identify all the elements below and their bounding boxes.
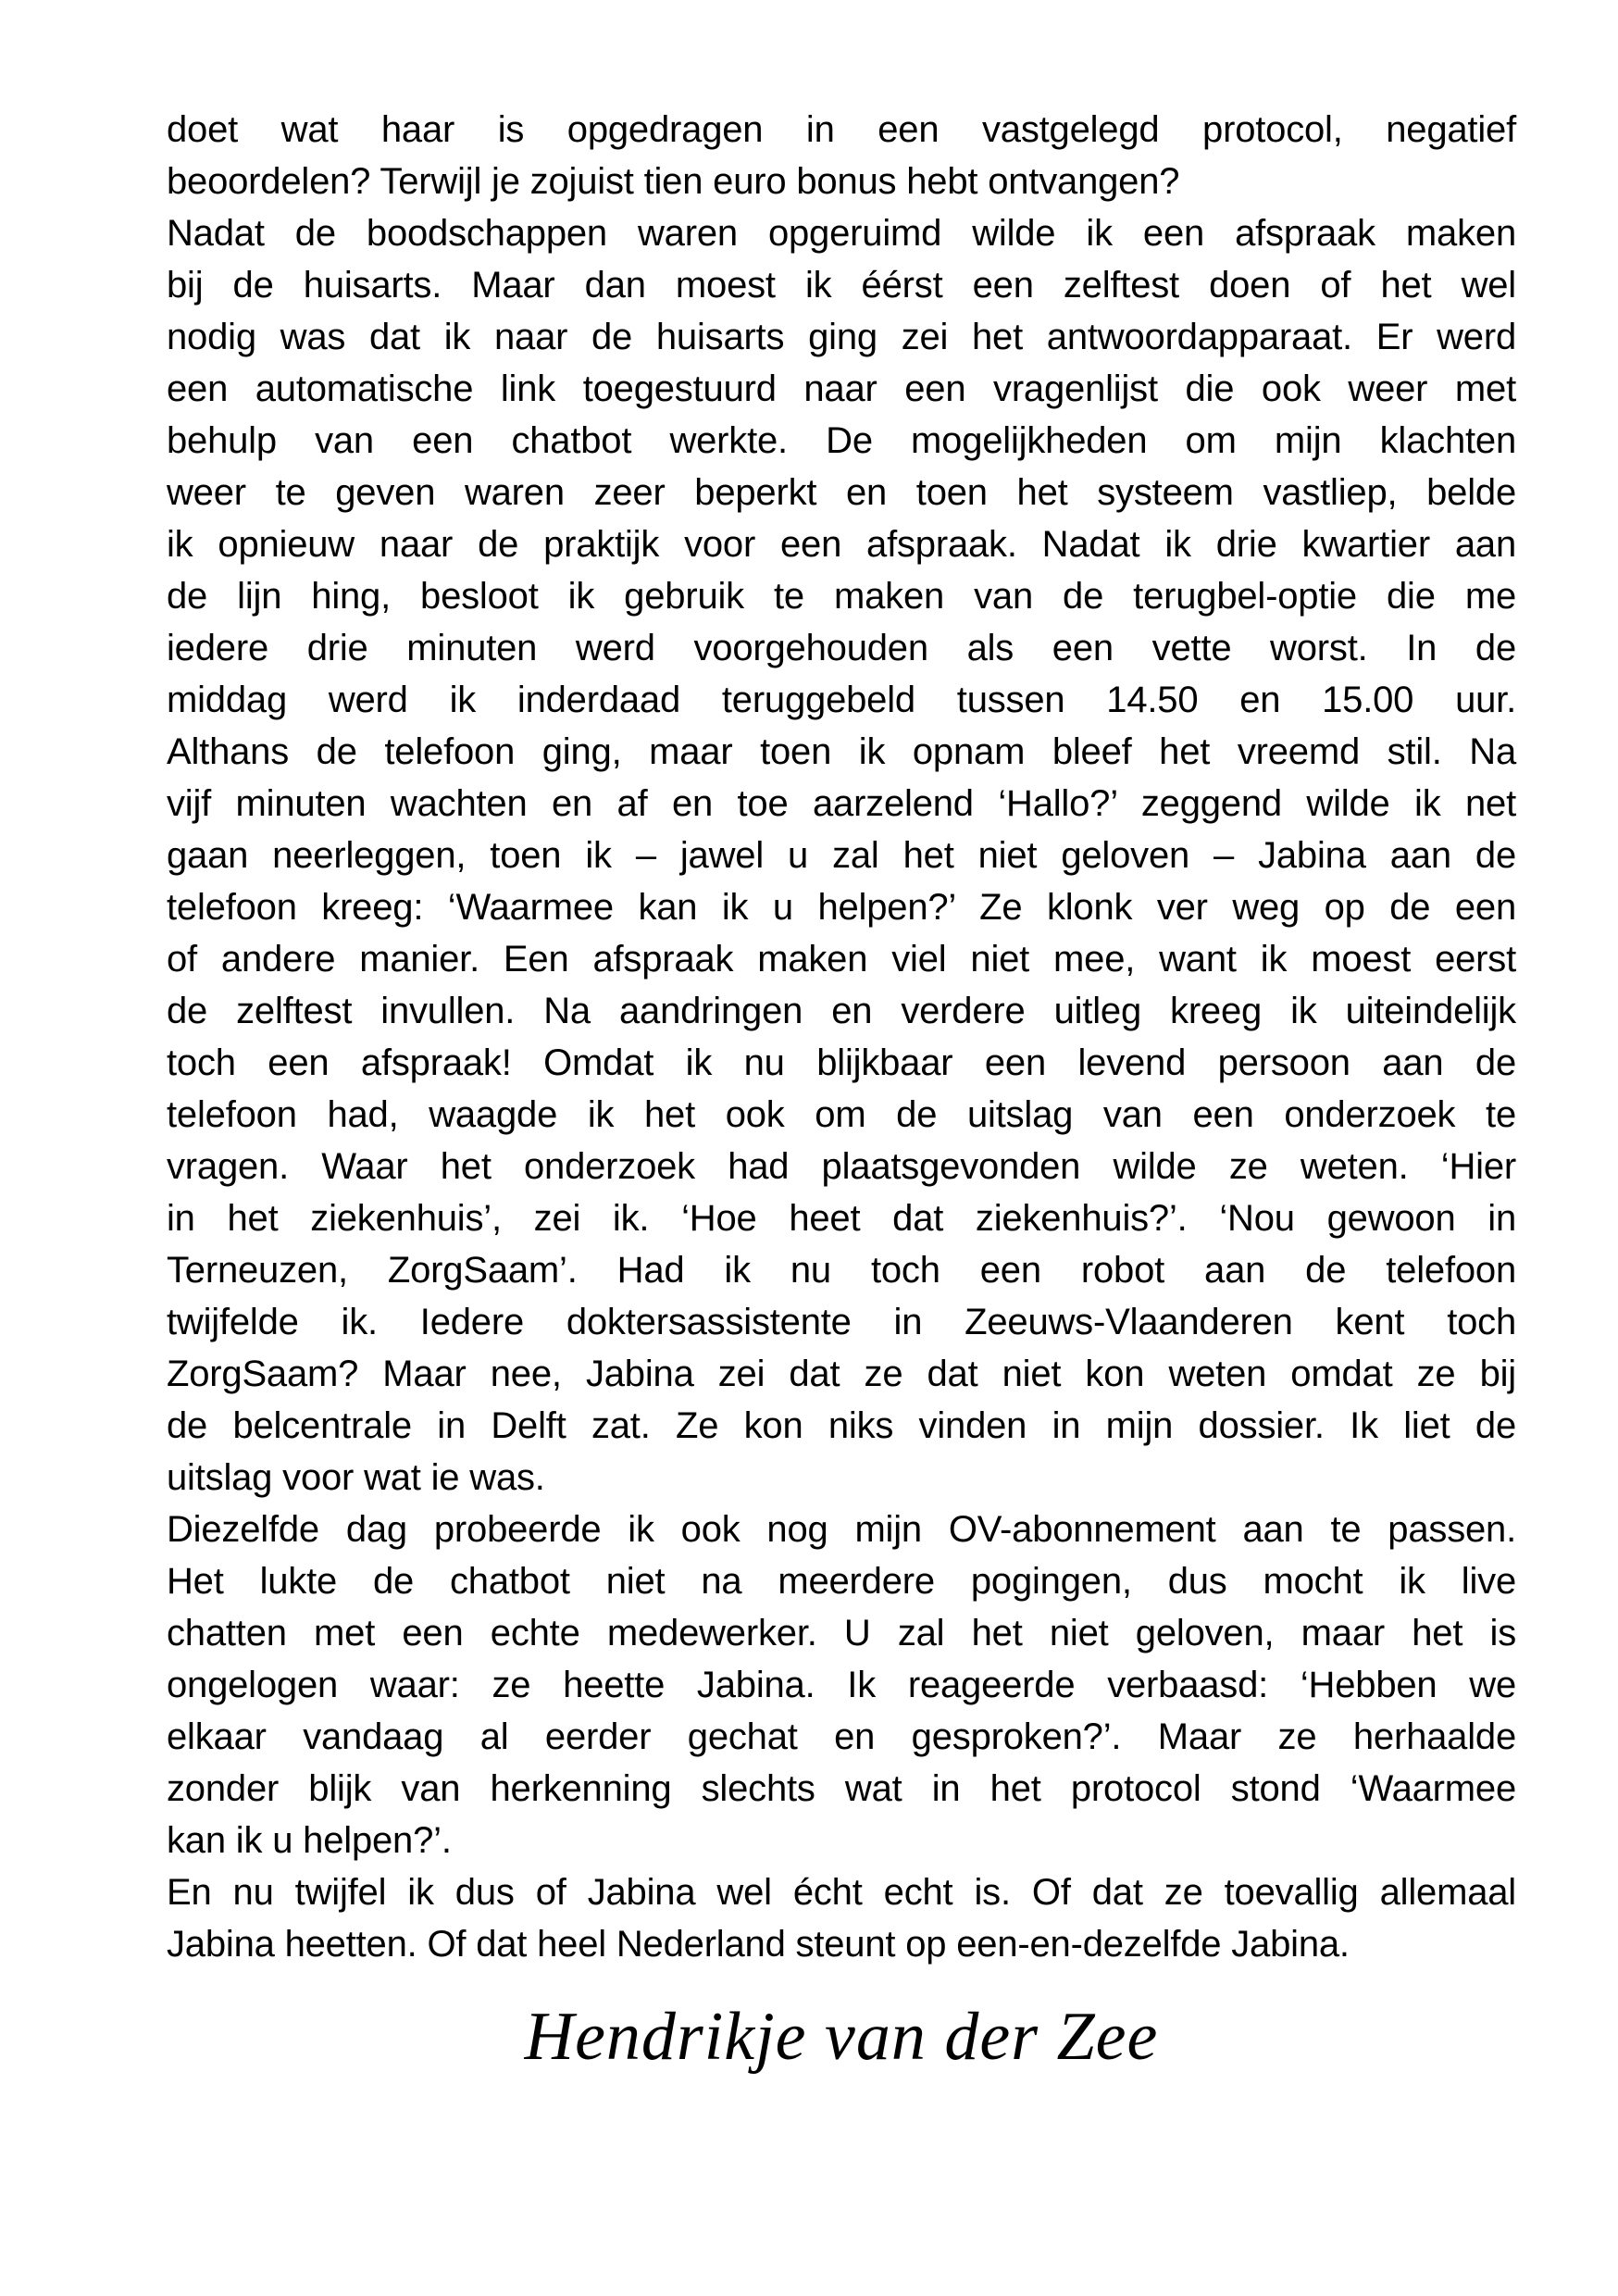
text-line: telefoon kreeg: ‘Waarmee kan ik u helpen?’ Ze klonk ver weg op de een bbox=[167, 887, 1516, 928]
text-line: beoordelen? Terwijl je zojuist tien euro bonus hebt ontvangen? bbox=[167, 161, 1180, 202]
text-line: ongelogen waar: ze heette Jabina. Ik reageerde verbaasd: ‘Hebben we bbox=[167, 1665, 1516, 1705]
text-line: kan ik u helpen?’. bbox=[167, 1820, 452, 1861]
paragraph bbox=[167, 1504, 1516, 1866]
article-body bbox=[167, 104, 1516, 1970]
author-signature: Hendrikje van der Zee bbox=[524, 1999, 1159, 2075]
text-line: Jabina heetten. Of dat heel Nederland steunt op een-en-dezelfde Jabina. bbox=[167, 1924, 1350, 1965]
text-line: in het ziekenhuis’, zei ik. ‘Hoe heet dat ziekenhuis?’. ‘Nou gewoon in bbox=[167, 1198, 1516, 1239]
text-line: ik opnieuw naar de praktijk voor een afspraak. Nadat ik drie kwartier aan bbox=[167, 524, 1516, 565]
text-line: bij de huisarts. Maar dan moest ik éérst een zelftest doen of het wel bbox=[167, 265, 1516, 306]
text-line: zonder blijk van herkenning slechts wat in het protocol stond ‘Waarmee bbox=[167, 1768, 1516, 1809]
text-line: Nadat de boodschappen waren opgeruimd wilde ik een afspraak maken bbox=[167, 213, 1516, 254]
text-line: uitslag voor wat ie was. bbox=[167, 1457, 545, 1498]
text-line: elkaar vandaag al eerder gechat en gesproken?’. Maar ze herhaalde bbox=[167, 1716, 1516, 1757]
text-line: telefoon had, waagde ik het ook om de uitslag van een onderzoek te bbox=[167, 1094, 1516, 1135]
text-line: of andere manier. Een afspraak maken viel niet mee, want ik moest eerst bbox=[167, 939, 1516, 980]
text-line: chatten met een echte medewerker. U zal het niet geloven, maar het is bbox=[167, 1613, 1516, 1653]
text-line: middag werd ik inderdaad teruggebeld tussen 14.50 en 15.00 uur. bbox=[167, 680, 1516, 720]
text-line: toch een afspraak! Omdat ik nu blijkbaar een levend persoon aan de bbox=[167, 1042, 1516, 1083]
text-line: En nu twijfel ik dus of Jabina wel écht echt is. Of dat ze toevallig allemaal bbox=[167, 1872, 1516, 1913]
text-line: vragen. Waar het onderzoek had plaatsgevonden wilde ze weten. ‘Hier bbox=[167, 1146, 1516, 1187]
text-line: nodig was dat ik naar de huisarts ging zei het antwoordapparaat. Er werd bbox=[167, 317, 1516, 357]
text-line: Terneuzen, ZorgSaam’. Had ik nu toch een robot aan de telefoon bbox=[167, 1250, 1516, 1291]
paragraph bbox=[167, 1866, 1516, 1970]
text-line: Diezelfde dag probeerde ik ook nog mijn OV-abonnement aan te passen. bbox=[167, 1509, 1516, 1550]
text-line: doet wat haar is opgedragen in een vastgelegd protocol, negatief bbox=[167, 109, 1516, 150]
text-line: ZorgSaam? Maar nee, Jabina zei dat ze dat niet kon weten omdat ze bij bbox=[167, 1354, 1516, 1394]
text-line: behulp van een chatbot werkte. De mogelijkheden om mijn klachten bbox=[167, 420, 1516, 461]
text-line: de belcentrale in Delft zat. Ze kon niks vinden in mijn dossier. Ik liet de bbox=[167, 1405, 1516, 1446]
text-line: twijfelde ik. Iedere doktersassistente in Zeeuws-Vlaanderen kent toch bbox=[167, 1302, 1516, 1342]
text-line: weer te geven waren zeer beperkt en toen het systeem vastliep, belde bbox=[167, 472, 1516, 513]
text-line: de zelftest invullen. Na aandringen en verdere uitleg kreeg ik uiteindelijk bbox=[167, 991, 1516, 1031]
paragraph bbox=[167, 207, 1516, 1504]
text-line: gaan neerleggen, toen ik – jawel u zal het niet geloven – Jabina aan de bbox=[167, 835, 1516, 876]
text-line: een automatische link toegestuurd naar een vragenlijst die ook weer met bbox=[167, 368, 1516, 409]
text-line: de lijn hing, besloot ik gebruik te maken van de terugbel-optie die me bbox=[167, 576, 1516, 617]
text-line: iedere drie minuten werd voorgehouden als een vette worst. In de bbox=[167, 628, 1516, 668]
text-line: vijf minuten wachten en af en toe aarzelend ‘Hallo?’ zeggend wilde ik net bbox=[167, 783, 1516, 824]
text-line: Het lukte de chatbot niet na meerdere pogingen, dus mocht ik live bbox=[167, 1561, 1516, 1602]
text-line: Althans de telefoon ging, maar toen ik opnam bleef het vreemd stil. Na bbox=[167, 731, 1516, 772]
paragraph bbox=[167, 104, 1516, 207]
